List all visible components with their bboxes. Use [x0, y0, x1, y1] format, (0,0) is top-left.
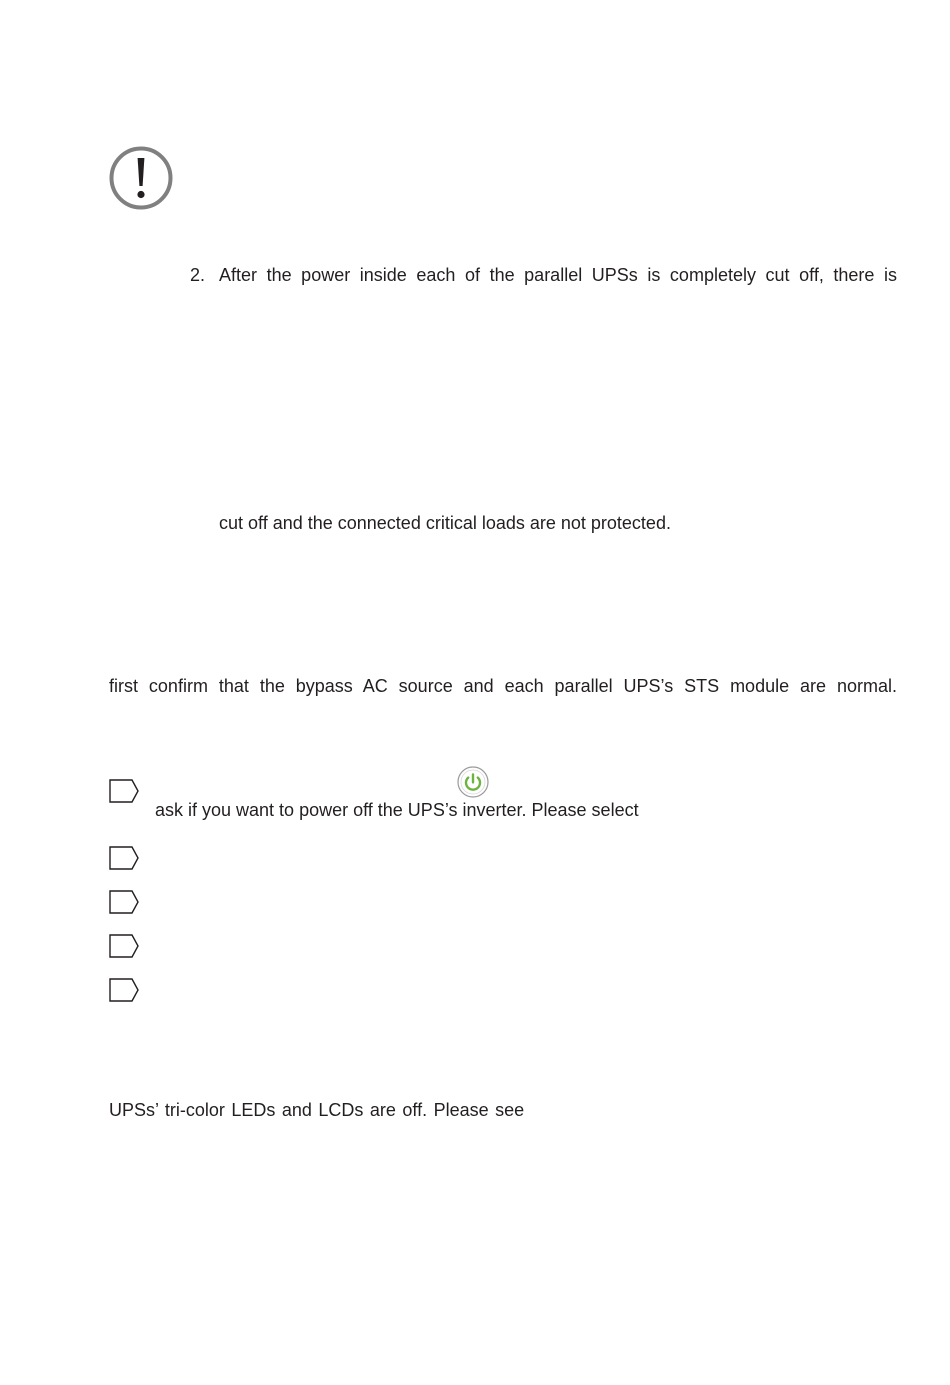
step-tag-icon — [109, 934, 139, 958]
power-button-icon — [457, 766, 489, 798]
step-tag-icon — [109, 846, 139, 870]
step-tag-icon — [109, 779, 139, 803]
body-paragraph-line: UPSs’ tri-color LEDs and LCDs are off. Please see — [109, 1100, 525, 1120]
step-tag-icon — [109, 890, 139, 914]
step-tag-icon — [109, 978, 139, 1002]
list-item-number: 2. — [190, 265, 206, 285]
exclamation-circle-icon — [109, 146, 173, 210]
body-paragraph-line: first confirm that the bypass AC source and each parallel UPS’s STS module are normal. — [109, 676, 897, 696]
note-paragraph-last-line: cut off and the connected critical loads are not protected. — [219, 513, 671, 533]
note-paragraph-line: After the power inside each of the parallel UPSs is completely cut off, there is — [219, 265, 897, 285]
step-1-text-line: ask if you want to power off the UPS’s inverter. Please select — [155, 800, 639, 820]
